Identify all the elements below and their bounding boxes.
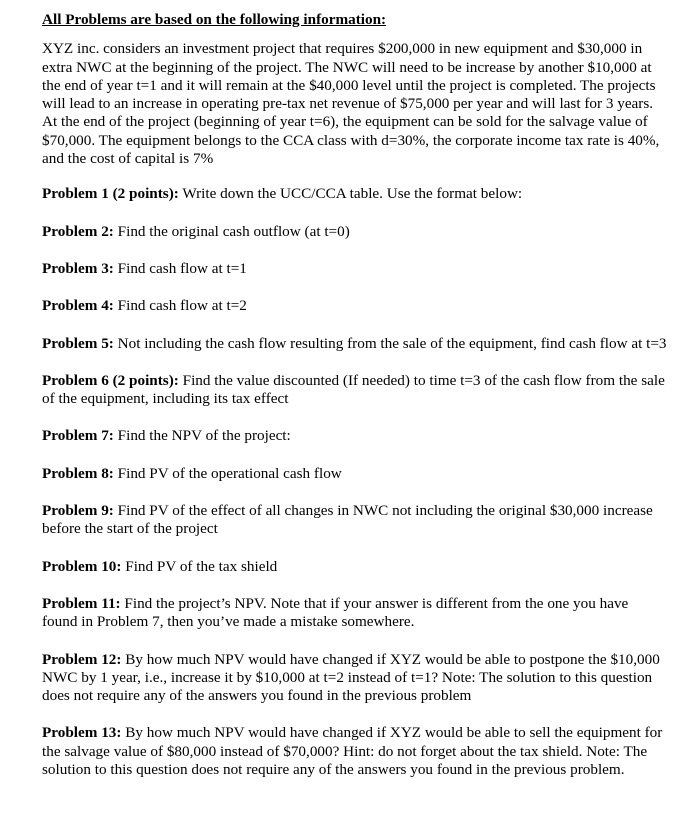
problem-12-label: Problem 12: (42, 650, 122, 668)
problem-2-label: Problem 2: (42, 222, 114, 240)
problem-5-label: Problem 5: (42, 334, 114, 352)
problem-11-text: Find the project’s NPV. Note that if your answer is different from the one you have found in Problem 7, then you’ve made a mistake somewhere. (42, 594, 629, 631)
problem-2-text: Find the original cash outflow (at t=0) (113, 222, 350, 240)
problem-1 (42, 185, 667, 203)
problem-6-text: Find the value discounted (If needed) to time t=3 of the cash flow from the sale of the equipment, including its tax effect (42, 371, 665, 408)
problem-4 (42, 297, 667, 315)
problem-3-text: Find cash flow at t=1 (113, 259, 247, 277)
document-heading: All Problems are based on the following information: (42, 11, 387, 28)
problem-3 (42, 260, 667, 278)
problem-5 (42, 335, 667, 353)
problem-9-label: Problem 9: (42, 502, 114, 520)
problem-12 (42, 651, 667, 706)
problem-6-label: Problem 6 (2 points): (42, 371, 179, 389)
problem-5-text: Not including the cash flow resulting from the sale of the equipment, find cash flow at t=3 (113, 334, 667, 352)
problem-10-text: Find PV of the tax shield (121, 557, 278, 575)
problem-2 (42, 223, 667, 241)
problem-3-label: Problem 3: (42, 259, 114, 277)
problem-1-label: Problem 1 (2 points): (42, 185, 179, 203)
problem-11 (42, 595, 667, 632)
problem-12-text: By how much NPV would have changed if XYZ would be able to postpone the $10,000 NWC by 1 year, i.e., increase it by $10,000 at t=2 instead of t=1? Note: The solution to this question does not require any of the answers you found in the previous problem (42, 650, 660, 705)
problem-8-label: Problem 8: (42, 464, 114, 482)
problem-7-label: Problem 7: (42, 427, 114, 445)
problem-intro-paragraph: XYZ inc. considers an investment project that requires $200,000 in new equipment and $30,000 in extra NWC at the beginning of the project. The NWC will need to be increase by another $10,000 at the end of year t=1 and it will remain at the $40,000 level until the project is completed. The projects will lead to an increase in operating pre-tax net revenue of $75,000 per year and will last for 3 years. At the end of the project (beginning of year t=6), the equipment can be sold for the salvage value of $70,000. The equipment belongs to the CCA class with d=30%, the corporate income tax rate is 40%, and the cost of capital is 7% (42, 40, 660, 168)
problem-13-label: Problem 13: (42, 724, 122, 742)
problem-10 (42, 558, 667, 576)
problem-7 (42, 427, 667, 445)
problem-10-label: Problem 10: (42, 557, 122, 575)
problem-9 (42, 502, 667, 539)
problem-9-text: Find PV of the effect of all changes in NWC not including the original $30,000 increase before the start of the project (42, 502, 653, 538)
problem-4-label: Problem 4: (42, 297, 114, 315)
problem-1-text: Write down the UCC/CCA table. Use the format below: (178, 185, 523, 203)
problem-11-label: Problem 11: (42, 594, 121, 612)
problem-4-text: Find cash flow at t=2 (113, 297, 247, 315)
problem-7-text: Find the NPV of the project: (113, 427, 291, 445)
problem-8 (42, 465, 667, 483)
problem-13-text: By how much NPV would have changed if XYZ would be able to sell the equipment for the salvage value of $80,000 instead of $70,000? Hint: do not forget about the tax shield. Note: The solution to this question does not require any of the answers you found in the previous problem. (42, 724, 663, 779)
problem-8-text: Find PV of the operational cash flow (113, 464, 342, 482)
problem-6 (42, 372, 667, 409)
problem-13 (42, 724, 667, 779)
